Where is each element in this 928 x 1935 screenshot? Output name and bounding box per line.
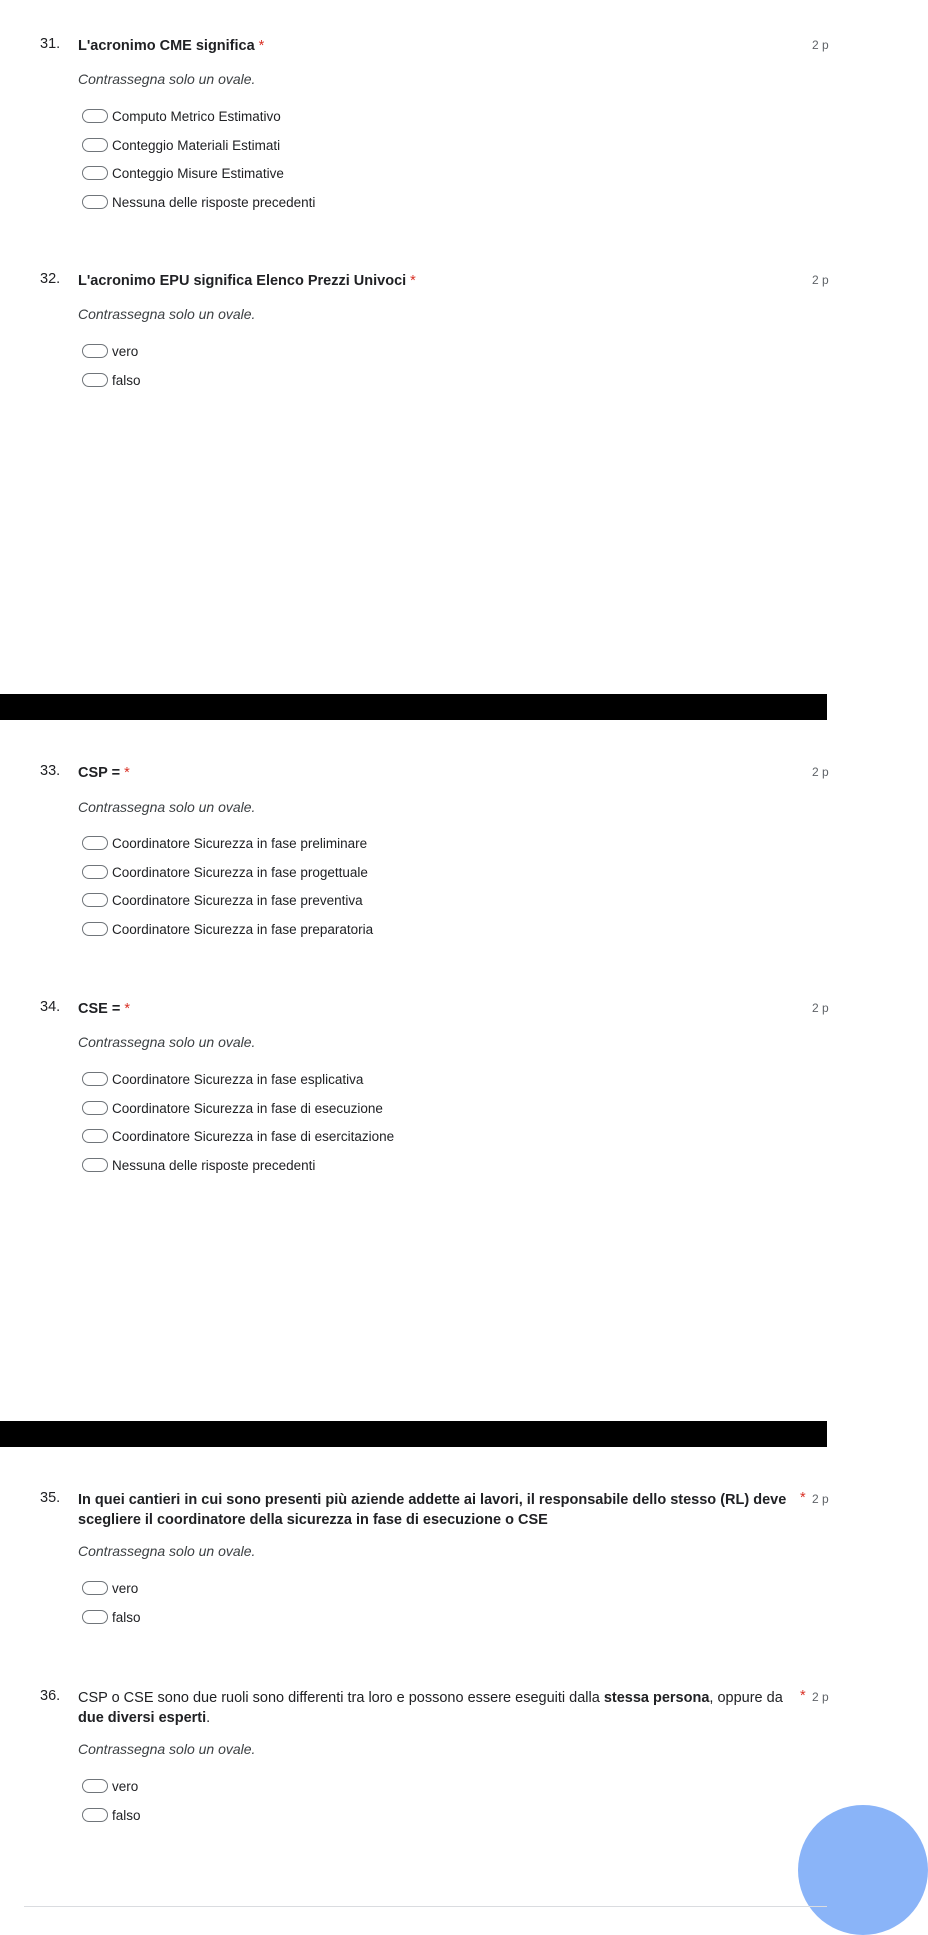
options-list — [82, 343, 141, 400]
oval-icon[interactable] — [82, 1808, 108, 1822]
option-radio[interactable]: Coordinatore Sicurezza in fase preventiva — [82, 892, 373, 921]
oval-icon[interactable] — [82, 166, 108, 180]
required-asterisk: * — [258, 38, 265, 54]
points-label: 2 p — [812, 38, 829, 52]
options-list — [82, 1580, 141, 1637]
oval-icon[interactable] — [82, 138, 108, 152]
instruction-text: Contrassegna solo un ovale. — [78, 306, 256, 322]
question-number: 32. — [40, 271, 61, 287]
question-title: L'acronimo EPU significa Elenco Prezzi Univoci * — [78, 273, 416, 289]
question-35 — [0, 1490, 829, 1625]
instruction-text: Contrassegna solo un ovale. — [78, 1034, 256, 1050]
question-33 — [0, 763, 829, 937]
oval-icon[interactable] — [82, 1779, 108, 1793]
options-list — [82, 108, 315, 222]
option-radio[interactable]: Coordinatore Sicurezza in fase di esercitazione — [82, 1128, 394, 1157]
required-asterisk: * — [410, 273, 416, 289]
option-radio[interactable]: vero — [82, 1580, 141, 1609]
question-number: 36. — [40, 1688, 61, 1704]
option-radio[interactable]: Nessuna delle risposte precedenti — [82, 194, 315, 223]
question-34 — [0, 999, 829, 1173]
question-title: CSP o CSE sono due ruoli sono differenti tra loro e possono essere eseguiti dalla stessa persona, oppure da due diversi esperti. — [78, 1690, 783, 1726]
option-radio[interactable]: vero — [82, 343, 141, 372]
instruction-text: Contrassegna solo un ovale. — [78, 1543, 256, 1559]
option-radio[interactable]: falso — [82, 372, 141, 401]
oval-icon[interactable] — [82, 1610, 108, 1624]
instruction-text: Contrassegna solo un ovale. — [78, 71, 256, 87]
question-title: CSE = * — [78, 1001, 130, 1017]
question-number: 31. — [40, 36, 61, 52]
question-title: L'acronimo CME significa * — [78, 38, 265, 54]
oval-icon[interactable] — [82, 195, 108, 209]
floating-action-button[interactable] — [798, 1805, 928, 1935]
question-32 — [0, 271, 829, 388]
points-label: 2 p — [812, 273, 829, 287]
option-radio[interactable]: falso — [82, 1807, 141, 1836]
question-title: CSP = * — [78, 765, 130, 781]
option-radio[interactable]: falso — [82, 1609, 141, 1638]
option-radio[interactable]: Coordinatore Sicurezza in fase di esecuzione — [82, 1100, 394, 1129]
option-radio[interactable]: Coordinatore Sicurezza in fase preparatoria — [82, 921, 373, 950]
option-radio[interactable]: Coordinatore Sicurezza in fase esplicativa — [82, 1071, 394, 1100]
oval-icon[interactable] — [82, 893, 108, 907]
oval-icon[interactable] — [82, 1072, 108, 1086]
required-asterisk: * — [800, 1490, 806, 1506]
oval-icon[interactable] — [82, 1101, 108, 1115]
option-radio[interactable]: Coordinatore Sicurezza in fase progettuale — [82, 864, 373, 893]
option-radio[interactable]: Coordinatore Sicurezza in fase preliminare — [82, 835, 373, 864]
points-label: 2 p — [812, 1001, 829, 1015]
required-asterisk: * — [124, 765, 130, 781]
footer-divider — [24, 1906, 827, 1907]
oval-icon[interactable] — [82, 344, 108, 358]
page-break-band — [0, 1421, 827, 1447]
points-label: 2 p — [812, 1690, 829, 1704]
question-31 — [0, 36, 829, 210]
question-number: 34. — [40, 999, 61, 1015]
option-radio[interactable]: Nessuna delle risposte precedenti — [82, 1157, 394, 1186]
instruction-text: Contrassegna solo un ovale. — [78, 799, 256, 815]
question-36 — [0, 1688, 829, 1823]
points-label: 2 p — [812, 765, 829, 779]
option-radio[interactable]: Conteggio Materiali Estimati — [82, 137, 315, 166]
oval-icon[interactable] — [82, 1129, 108, 1143]
oval-icon[interactable] — [82, 865, 108, 879]
oval-icon[interactable] — [82, 373, 108, 387]
oval-icon[interactable] — [82, 922, 108, 936]
oval-icon[interactable] — [82, 836, 108, 850]
options-list — [82, 1071, 394, 1185]
instruction-text: Contrassegna solo un ovale. — [78, 1741, 256, 1757]
oval-icon[interactable] — [82, 1158, 108, 1172]
points-label: 2 p — [812, 1492, 829, 1506]
options-list — [82, 1778, 141, 1835]
options-list — [82, 835, 373, 949]
required-asterisk: * — [124, 1001, 130, 1017]
oval-icon[interactable] — [82, 1581, 108, 1595]
option-radio[interactable]: Conteggio Misure Estimative — [82, 165, 315, 194]
question-title: In quei cantieri in cui sono presenti più aziende addette ai lavori, il responsabile dello stesso (RL) deve scegliere il coordinatore della sicurezza in fase di esecuzione o CSE — [78, 1492, 787, 1528]
question-number: 33. — [40, 763, 61, 779]
question-number: 35. — [40, 1490, 61, 1506]
oval-icon[interactable] — [82, 109, 108, 123]
option-radio[interactable]: vero — [82, 1778, 141, 1807]
required-asterisk: * — [800, 1688, 806, 1704]
page-break-band — [0, 694, 827, 720]
option-radio[interactable]: Computo Metrico Estimativo — [82, 108, 315, 137]
